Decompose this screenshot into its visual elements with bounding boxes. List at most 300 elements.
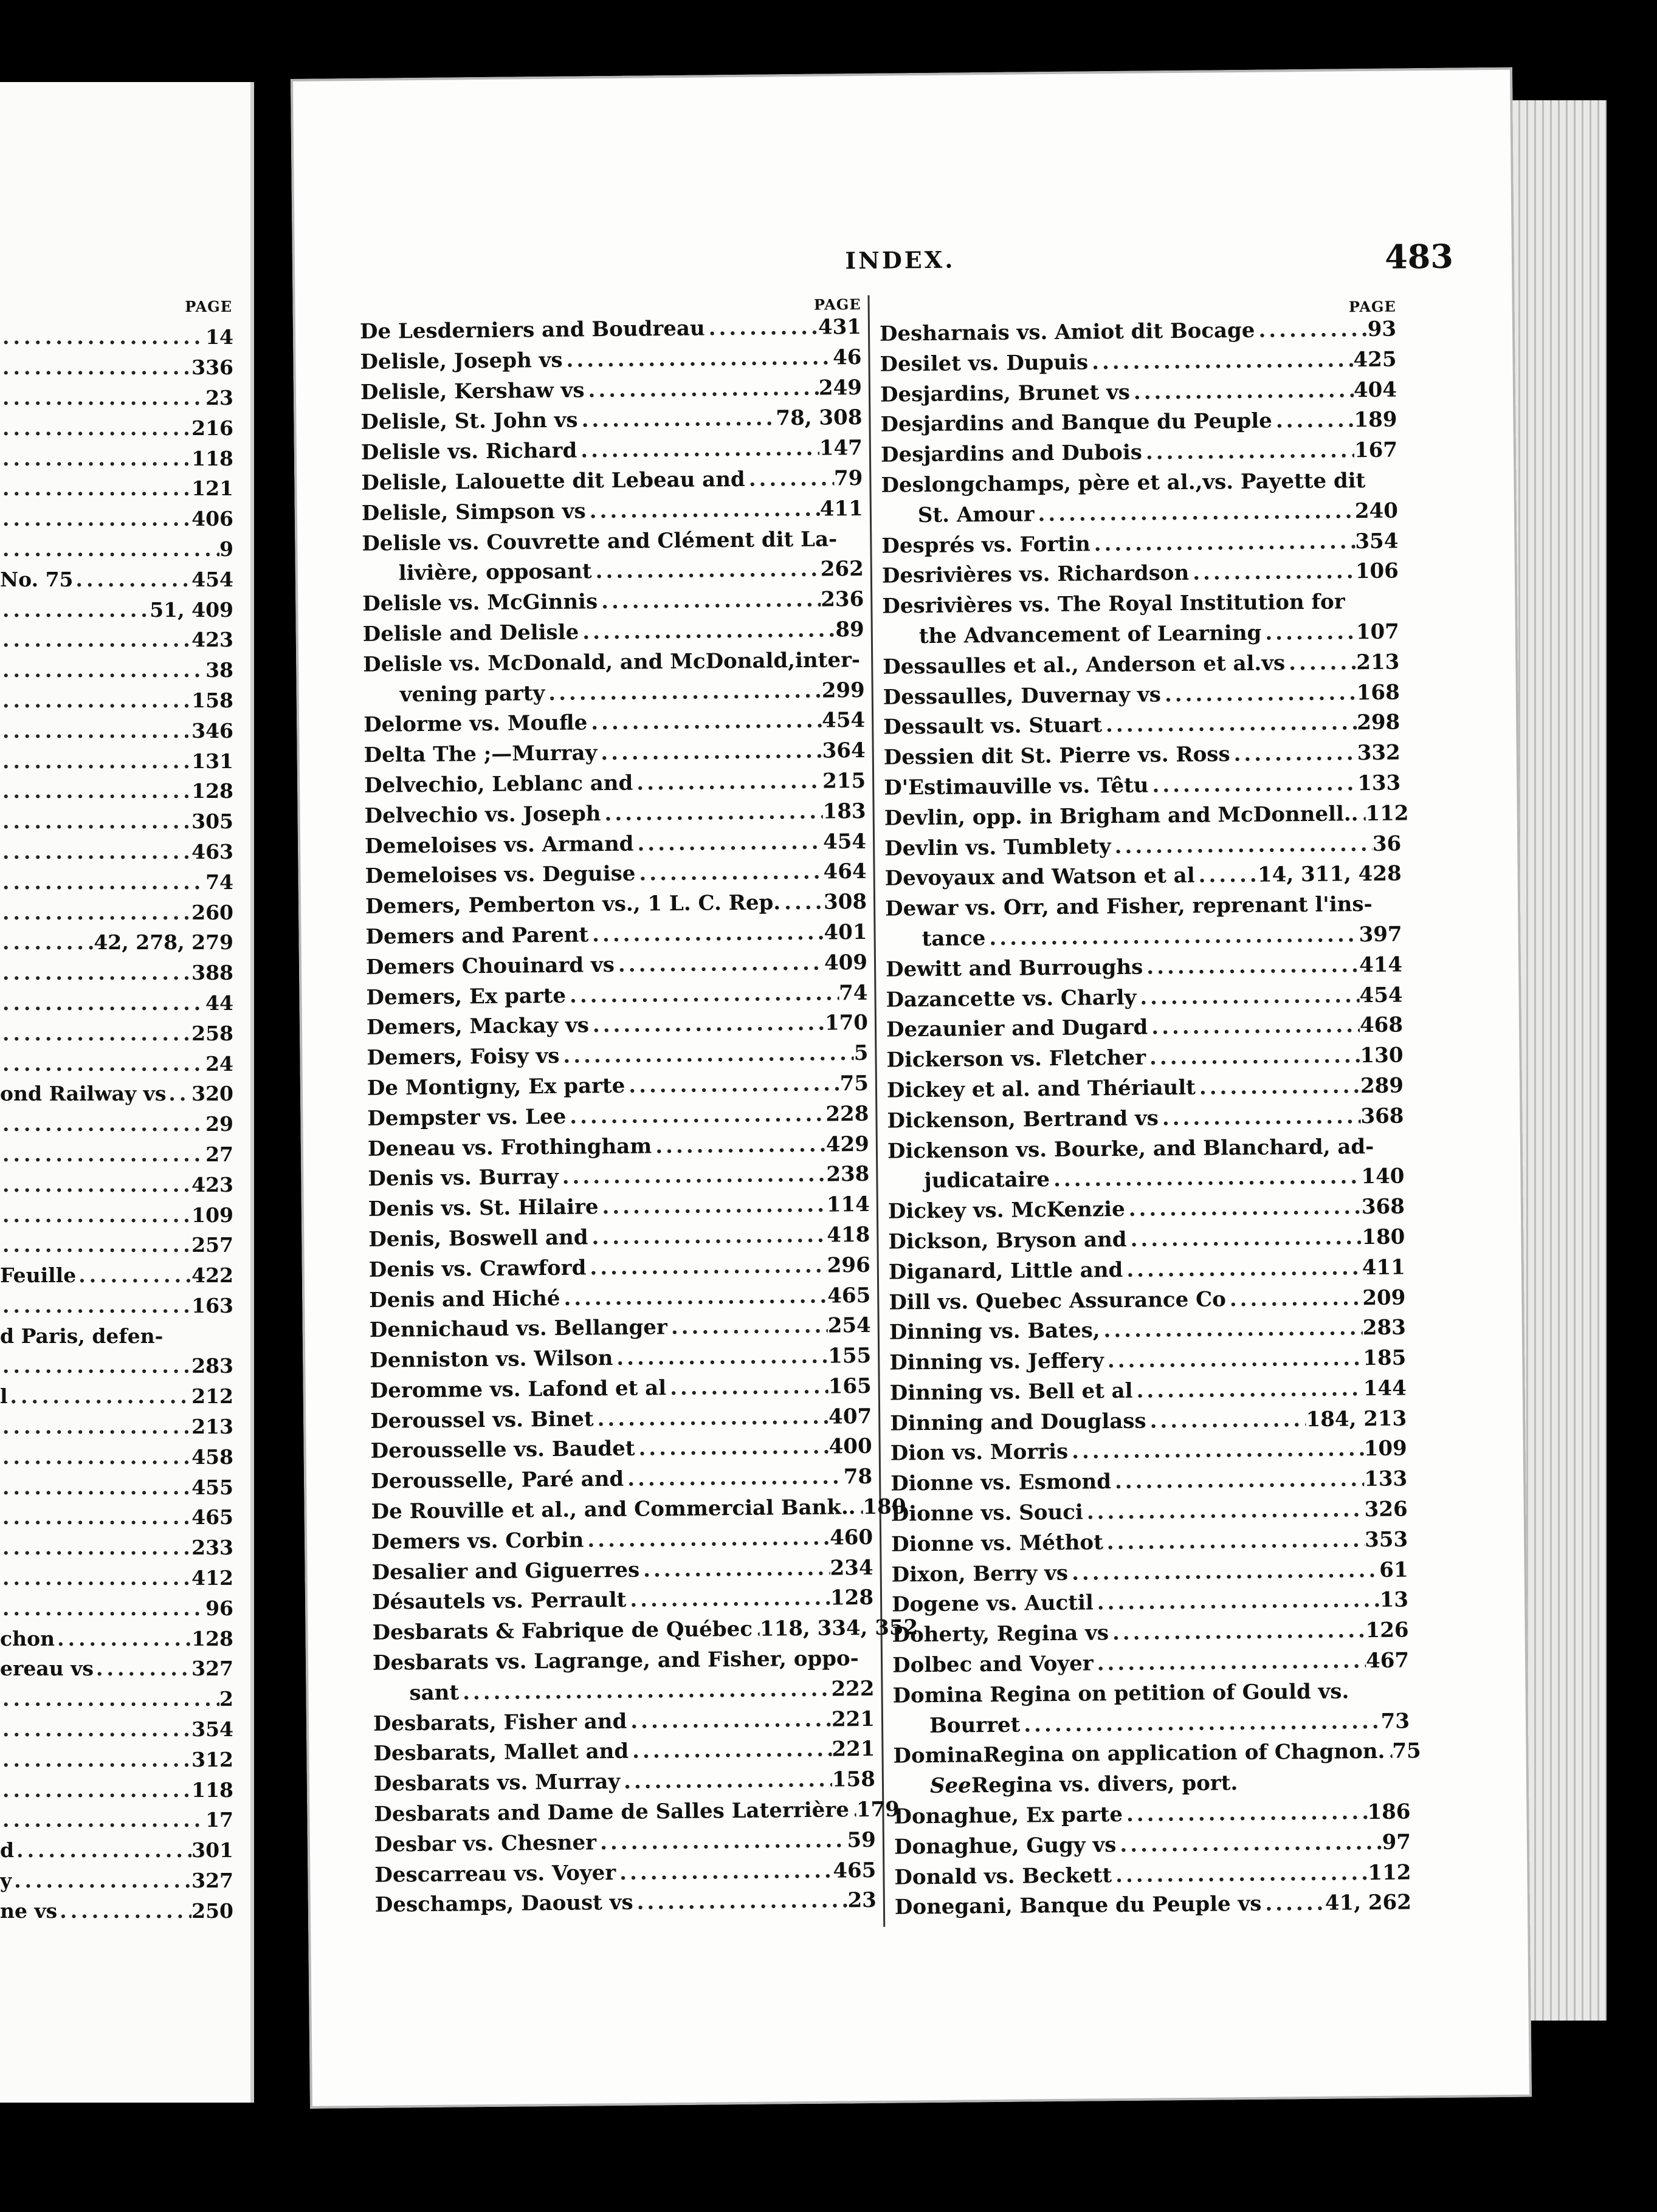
entry-text: Delisle, Simpson vs	[361, 499, 586, 526]
entry-page: 184, 213	[1306, 1406, 1407, 1432]
previous-page-line	[0, 927, 233, 958]
entry-text: Dill vs. Quebec Assurance Co	[889, 1286, 1227, 1315]
index-entry	[361, 433, 863, 469]
leader-dots	[620, 1765, 832, 1798]
entry-page: 185	[1363, 1345, 1407, 1371]
entry-page: 14, 311, 428	[1257, 861, 1402, 888]
leader-dots	[639, 1553, 830, 1585]
entry-page: 460	[829, 1525, 873, 1550]
entry-page: 5	[853, 1041, 869, 1066]
index-entry	[881, 526, 1398, 562]
entry-line	[366, 948, 867, 983]
entry-text: Delisle vs. Richard	[360, 438, 577, 465]
index-entry	[371, 1553, 873, 1589]
entry-text: Dewar vs. Orr, and Fisher, reprenant l'ins-	[884, 892, 1373, 921]
leader-dots	[0, 1596, 205, 1620]
previous-entry-text: l	[0, 1384, 8, 1409]
index-entry	[884, 738, 1400, 774]
leader-dots	[1116, 1828, 1382, 1861]
leader-dots	[1111, 1465, 1365, 1497]
previous-page-line	[0, 897, 233, 927]
previous-page-line	[0, 1351, 233, 1381]
previous-entry-text: Feuille	[0, 1263, 77, 1288]
entry-text: Dessien dit St. Pierre vs. Ross	[883, 742, 1230, 770]
leader-dots	[1148, 769, 1357, 801]
leader-dots	[0, 1808, 205, 1832]
leader-dots	[1102, 709, 1357, 741]
entry-line	[374, 1765, 875, 1800]
entry-text: Deneau vs. Frothingham	[367, 1133, 652, 1161]
entry-page: 112	[1368, 1860, 1411, 1885]
leader-dots	[76, 1263, 191, 1287]
entry-page: 107	[1356, 619, 1400, 645]
leader-dots	[566, 1099, 826, 1132]
entry-page: 221	[831, 1706, 875, 1732]
index-entry	[892, 1616, 1408, 1651]
leader-dots	[1094, 1585, 1380, 1618]
index-entry	[373, 1705, 875, 1740]
previous-page-line	[0, 867, 233, 897]
leader-dots	[1050, 1162, 1362, 1195]
previous-entry-page: 131	[191, 749, 233, 773]
entry-line	[364, 797, 866, 832]
leader-dots	[586, 1251, 827, 1283]
entry-line	[374, 1795, 900, 1830]
leader-dots	[1112, 1858, 1368, 1891]
entry-text: Demers and Parent	[365, 922, 589, 949]
entry-text: Delta The ;—Murray	[363, 741, 598, 768]
entry-text: Després vs. Fortin	[881, 531, 1090, 558]
leader-dots	[55, 1627, 191, 1650]
leader-dots	[633, 767, 822, 799]
entry-text: Demers, Mackay vs	[366, 1013, 590, 1040]
index-entry	[891, 1434, 1407, 1469]
leader-dots	[1130, 376, 1354, 408]
leader-dots	[560, 1281, 827, 1314]
entry-line	[884, 768, 1400, 803]
entry-page: 409	[824, 950, 868, 975]
index-entry	[883, 678, 1400, 713]
leader-dots	[601, 797, 823, 829]
index-entry	[889, 1313, 1406, 1348]
entry-text: Denis vs. Burray	[368, 1165, 559, 1192]
entry-line	[880, 345, 1396, 380]
index-entry	[370, 1372, 871, 1407]
previous-entry-page: 121	[191, 476, 233, 501]
entry-line	[360, 312, 861, 348]
entry-line	[373, 1705, 875, 1740]
leader-dots	[591, 555, 821, 587]
entry-line	[884, 859, 1401, 895]
entry-text: Dessault vs. Stuart	[883, 713, 1103, 740]
entry-text: De Rouville et al., and Commercial Bank..	[371, 1495, 856, 1524]
index-entry	[366, 978, 867, 1013]
entry-line	[373, 1734, 875, 1770]
previous-entry-page: 74	[205, 870, 233, 894]
entry-line	[889, 1283, 1405, 1318]
leader-dots	[0, 598, 150, 622]
entry-page: 454	[822, 829, 867, 854]
entry-page: 262	[820, 557, 864, 582]
leader-dots	[0, 537, 219, 561]
previous-page-column-label: PAGE	[185, 298, 232, 315]
index-entry	[891, 1495, 1407, 1530]
entry-line	[360, 343, 861, 378]
entry-page: 425	[1353, 347, 1397, 373]
index-entry	[889, 1252, 1405, 1288]
previous-page-line	[0, 1412, 233, 1442]
entry-page: 431	[818, 315, 862, 340]
previous-page-line	[0, 776, 233, 806]
previous-entry-page: 327	[191, 1657, 233, 1681]
leader-dots	[0, 809, 191, 833]
leader-dots	[633, 1886, 847, 1918]
entry-line	[368, 1190, 870, 1225]
previous-entry-page: 336	[191, 355, 233, 380]
entry-page: 407	[828, 1404, 872, 1429]
entry-page: 140	[1361, 1164, 1405, 1189]
entry-line	[360, 403, 862, 438]
entry-page: 179	[856, 1797, 900, 1822]
entry-line	[368, 1220, 870, 1255]
entry-line	[894, 1827, 1411, 1863]
leader-dots	[1125, 1192, 1362, 1225]
index-entry	[887, 1132, 1405, 1197]
previous-page-line	[0, 988, 233, 1018]
previous-page-line	[0, 352, 233, 383]
entry-line	[887, 1101, 1404, 1136]
entry-text: Denis vs. St. Hilaire	[368, 1195, 599, 1221]
index-entry	[886, 1041, 1403, 1076]
previous-page-line	[0, 1774, 233, 1805]
leader-dots	[627, 1705, 832, 1737]
previous-page-line	[0, 1895, 233, 1926]
leader-dots	[0, 1475, 191, 1499]
entry-line	[371, 1553, 873, 1589]
leader-dots	[597, 737, 822, 769]
entry-line	[885, 919, 1402, 955]
index-entry	[882, 557, 1399, 592]
entry-line	[366, 978, 867, 1013]
previous-page-line	[0, 473, 233, 504]
leader-dots	[459, 1674, 832, 1708]
entry-page: 209	[1362, 1285, 1406, 1310]
previous-entry-page: 423	[191, 1172, 233, 1197]
entry-page: 74	[838, 980, 868, 1005]
entry-line	[893, 1737, 1421, 1772]
previous-entry-page: 250	[191, 1898, 233, 1923]
previous-page-line	[0, 443, 233, 473]
entry-page: 222	[831, 1676, 875, 1702]
entry-text: Dickey et al. and Thériault	[886, 1075, 1196, 1103]
entry-text: Desbar vs. Chesner	[374, 1830, 597, 1857]
leader-dots	[0, 930, 94, 954]
previous-page-line	[0, 625, 233, 655]
previous-page-line	[0, 1441, 233, 1472]
leader-dots	[0, 1052, 205, 1076]
leader-dots	[1136, 981, 1360, 1013]
leader-dots	[0, 1233, 191, 1257]
entry-page: 180	[863, 1494, 906, 1520]
leader-dots	[1123, 1253, 1362, 1286]
entry-page: 296	[827, 1252, 870, 1278]
previous-entry-page: 17	[205, 1808, 233, 1832]
leader-dots	[1123, 1798, 1368, 1830]
previous-page-line	[0, 1684, 233, 1714]
previous-page-line	[0, 413, 233, 443]
entry-page: 465	[833, 1858, 877, 1883]
entry-page: 238	[826, 1162, 870, 1187]
leader-dots	[166, 1082, 191, 1105]
index-entry	[886, 1011, 1403, 1046]
entry-page: 368	[1360, 1104, 1404, 1128]
index-entry	[895, 1888, 1411, 1923]
leader-dots	[559, 1039, 854, 1071]
entry-text: Deschamps, Daoust vs	[374, 1891, 633, 1918]
entry-text: De Lesderniers and Boudreau	[359, 316, 705, 344]
previous-page-line	[0, 837, 233, 867]
entry-page: 228	[825, 1101, 869, 1127]
entry-line	[370, 1432, 872, 1467]
index-entry	[366, 948, 867, 983]
entry-line	[888, 1192, 1405, 1228]
previous-page-line	[0, 1230, 233, 1260]
index-entry	[362, 494, 863, 529]
entry-page: 126	[1365, 1618, 1409, 1643]
index-entry	[370, 1311, 871, 1346]
entry-line	[892, 1646, 1409, 1681]
index-entry	[373, 1734, 875, 1770]
leader-dots	[57, 1899, 191, 1923]
entry-line	[365, 887, 867, 922]
index-entry	[369, 1280, 870, 1316]
index-entry	[881, 436, 1397, 471]
index-entry	[374, 1856, 876, 1891]
leader-dots	[635, 1432, 829, 1465]
previous-page-line	[0, 1866, 233, 1896]
leader-dots	[666, 1372, 828, 1403]
index-entry	[365, 918, 867, 953]
previous-entry-page: 9	[219, 537, 233, 561]
page-title: INDEX.	[845, 246, 956, 275]
previous-page-line	[0, 1260, 233, 1291]
entry-line	[360, 373, 862, 408]
previous-entry-page: 465	[191, 1505, 233, 1530]
previous-entry-text: ne vs	[0, 1898, 58, 1923]
entry-line	[374, 1826, 876, 1861]
previous-entry-page: 346	[191, 718, 233, 743]
entry-line	[365, 827, 866, 862]
entry-page: 118, 334, 352	[759, 1615, 918, 1641]
entry-page: 353	[1364, 1527, 1408, 1553]
leader-dots	[1230, 738, 1357, 770]
column-label: PAGE	[813, 295, 861, 314]
entry-page: 236	[821, 587, 864, 612]
previous-entry-page: 158	[191, 688, 233, 712]
entry-text: Donegani, Banque du Peuple vs	[894, 1892, 1262, 1920]
entry-line	[370, 1402, 872, 1437]
previous-page-line	[0, 383, 233, 413]
index-entry	[367, 1069, 869, 1104]
entry-line	[362, 494, 863, 529]
leader-dots	[562, 343, 833, 376]
entry-text: Dewitt and Burroughs	[885, 955, 1143, 982]
previous-entry-page: 44	[205, 991, 233, 1015]
entry-line	[892, 1616, 1408, 1651]
entry-line	[880, 315, 1396, 350]
index-entry	[363, 645, 865, 711]
entry-text: Désautels vs. Perrault	[371, 1588, 627, 1615]
previous-page-line	[0, 1623, 233, 1654]
entry-text: Donald vs. Beckett	[894, 1863, 1112, 1890]
entry-text: Dickey vs. McKenzie	[887, 1197, 1125, 1224]
previous-entry-page: 128	[191, 779, 233, 803]
index-entry	[894, 1858, 1411, 1893]
leader-dots	[0, 447, 191, 470]
previous-page-line	[0, 1835, 233, 1866]
entry-line	[361, 464, 863, 499]
entry-page: 189	[1354, 407, 1397, 433]
index-entry	[372, 1613, 918, 1649]
entry-page: 332	[1357, 740, 1400, 766]
index-entry	[360, 373, 862, 408]
leader-dots	[1020, 1707, 1381, 1740]
entry-line	[368, 1129, 869, 1164]
entry-line	[364, 766, 866, 802]
running-head	[292, 241, 1514, 280]
leader-dots	[780, 888, 824, 918]
previous-entry-page: 458	[191, 1444, 233, 1469]
entry-line	[365, 918, 867, 953]
previous-entry-page: 463	[191, 839, 233, 864]
entry-text: Dempster vs. Lee	[367, 1104, 567, 1131]
entry-page: 411	[1362, 1255, 1406, 1280]
entry-line	[887, 1162, 1404, 1197]
entry-text: Desbarats vs. Lagrange, and Fisher, oppo-	[372, 1646, 859, 1675]
index-entry	[880, 405, 1397, 441]
index-entry	[365, 887, 867, 922]
index-entry	[368, 1159, 869, 1195]
entry-text: Devlin vs. Tumblety	[884, 834, 1111, 861]
entry-line	[367, 1039, 868, 1074]
leader-dots	[559, 1160, 827, 1193]
leader-dots	[1103, 1525, 1365, 1558]
leader-dots	[0, 1203, 191, 1227]
entry-page: 13	[1379, 1587, 1409, 1613]
leader-dots	[0, 1778, 191, 1802]
leader-dots	[1196, 1071, 1361, 1103]
entry-continuation: judicataire	[924, 1167, 1050, 1194]
index-entry	[367, 1099, 869, 1135]
entry-line	[884, 829, 1401, 864]
index-entry	[369, 1251, 870, 1286]
entry-page: 368	[1361, 1194, 1405, 1220]
leader-dots	[0, 719, 191, 743]
entry-page: 283	[1362, 1315, 1407, 1341]
leader-dots	[1148, 1011, 1360, 1043]
entry-text: Dickenson, Bertrand vs	[887, 1106, 1159, 1133]
entry-page: 289	[1360, 1073, 1404, 1099]
previous-page-fragment	[0, 82, 254, 2103]
entry-text: Dixon, Berry vs	[891, 1561, 1069, 1587]
leader-dots	[652, 1130, 826, 1162]
previous-page-line	[0, 1079, 233, 1109]
previous-entry-page: 258	[191, 1021, 233, 1045]
entry-text: Demers, Foisy vs	[367, 1043, 560, 1070]
index-entry	[892, 1585, 1408, 1621]
entry-continuation: livière, opposant	[398, 559, 592, 586]
previous-page-line	[0, 1291, 233, 1321]
leader-dots	[587, 706, 822, 738]
entry-page: 240	[1354, 498, 1399, 524]
index-entry	[364, 797, 866, 832]
entry-text: Dinning vs. Jeffery	[889, 1348, 1104, 1375]
previous-entry-page: 233	[191, 1536, 233, 1560]
entry-text: Desbarats, Fisher and	[373, 1709, 627, 1736]
index-entry	[362, 585, 864, 620]
index-entry	[368, 1190, 870, 1225]
entry-text: Desbarats, Mallet and	[373, 1739, 629, 1767]
entry-page: 180	[1362, 1224, 1405, 1250]
entry-text: Delisle, St. John vs	[360, 408, 578, 435]
previous-entry-page: 38	[205, 658, 233, 682]
previous-page-line	[0, 1502, 233, 1533]
leader-dots	[613, 1342, 828, 1374]
leader-dots	[1109, 1616, 1366, 1649]
index-page	[291, 67, 1532, 2109]
index-entries-right	[879, 315, 1421, 1923]
entry-line	[883, 678, 1400, 713]
entry-text: Dickerson vs. Fletcher	[886, 1045, 1146, 1073]
entry-text: Dickenson vs. Bourke, and Blanchard, ad-	[887, 1134, 1374, 1164]
leader-dots	[0, 991, 205, 1015]
entry-page: 167	[1354, 438, 1398, 463]
entry-text: Delisle, Joseph vs	[360, 348, 563, 374]
previous-page-line	[0, 1381, 233, 1412]
entry-page: 234	[830, 1555, 873, 1581]
entry-continuation: sant	[409, 1680, 460, 1706]
leader-dots	[615, 948, 825, 980]
previous-entry-page: 320	[191, 1082, 233, 1106]
entry-text: Delisle vs. McDonald, and McDonald,inter-	[363, 647, 861, 677]
previous-page-line	[0, 746, 233, 776]
column-label: PAGE	[1348, 297, 1396, 316]
leader-dots	[1261, 1889, 1325, 1920]
leader-dots	[593, 1402, 828, 1435]
previous-entry-text: No. 75	[0, 567, 74, 591]
leader-dots	[1226, 1283, 1363, 1315]
entry-page: 75	[839, 1071, 869, 1096]
entry-line	[893, 1706, 1410, 1742]
entry-line	[890, 1404, 1407, 1439]
entry-page: 326	[1364, 1497, 1408, 1522]
index-entries-left	[359, 312, 918, 1921]
entry-page: 133	[1357, 771, 1401, 796]
entry-line	[362, 554, 864, 589]
entry-line	[373, 1674, 874, 1709]
entry-text: Desrivières vs. Richardson	[881, 561, 1190, 589]
entry-text: Desbarats vs. Murray	[373, 1770, 621, 1797]
leader-dots	[577, 434, 819, 467]
entry-line	[884, 738, 1400, 774]
index-entry	[364, 766, 866, 802]
leader-dots	[74, 568, 192, 591]
leader-dots	[1142, 436, 1355, 468]
entry-line	[368, 1159, 869, 1195]
entry-page: 411	[819, 496, 864, 521]
previous-page-line	[0, 1654, 233, 1684]
previous-entry-text: d Paris, defen-	[0, 1324, 164, 1348]
